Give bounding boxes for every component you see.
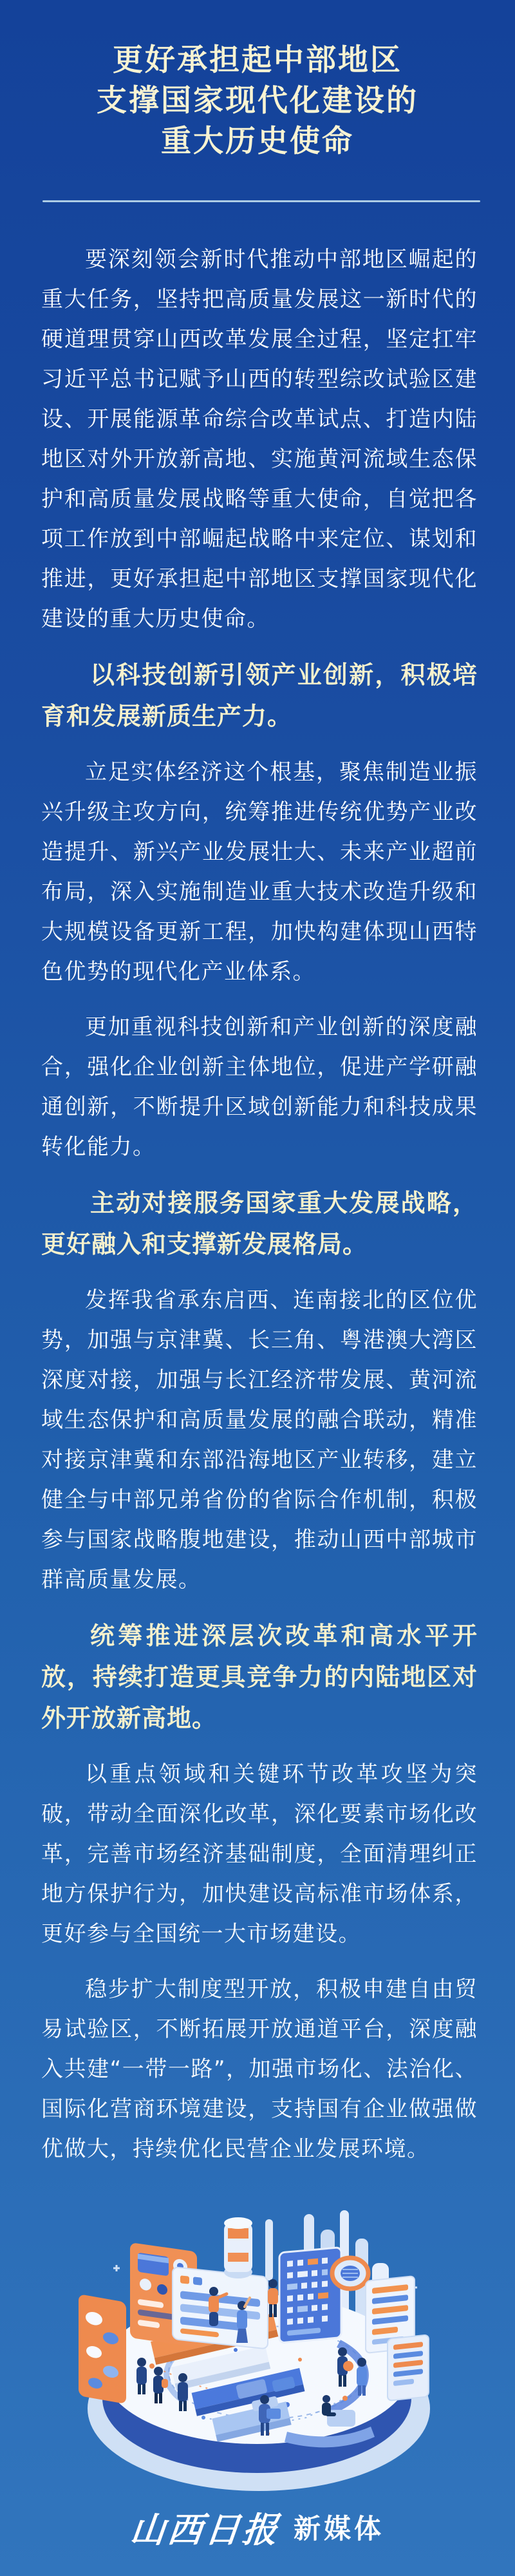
title-divider <box>42 200 480 202</box>
title-line-2: 支撑国家现代化建设的 <box>97 83 418 118</box>
section-heading-1: 以科技创新引领产业创新，积极培育和发展新质生产力。 <box>41 661 478 730</box>
dashboard-panel-icon <box>173 2267 268 2349</box>
gauge-icon <box>332 2258 368 2289</box>
brand-logo-suffix: 新媒体 <box>294 2513 385 2544</box>
page-title <box>0 40 515 162</box>
paragraph-1: 要深刻领会新时代推动中部地区崛起的重大任务，坚持把高质量发展这一新时代的硬道理贯穿山西改革发展全过程，坚定扛牢习近平总书记赋予山西的转型综改试验区建设、开展能源革命综合改革试点、打造内陆地区对外开放新高地、实施黄河流域生态保护和高质量发展战略等重大使命，自觉把各项工作放到中部崛起战略中来定位、谋划和推进，更好承担起中部地区支撑国家现代化建设的重大历史使命。 <box>41 247 478 632</box>
isometric-data-platform-illustration <box>75 2205 439 2496</box>
paragraph-5: 以重点领域和关键环节改革攻坚为突破，带动全面深化改革，深化要素市场化改革，完善市场经济基础制度，全面清理纠正地方保护行为，加快建设高标准市场体系，更好参与全国统一大市场建设。 <box>41 1761 478 1947</box>
paragraph-6: 稳步扩大制度型开放，积极申建自由贸易试验区，不断拓展开放通道平台，深度融入共建“一带一路”，加强市场化、法治化、国际化营商环境建设，支持国有企业做强做优做大，持续优化民营企业发展环境。 <box>41 1976 478 2162</box>
tower-icon <box>224 2217 252 2278</box>
article-body <box>41 240 478 2184</box>
title-line-3: 重大历史使命 <box>161 124 354 159</box>
paragraph-2: 立足实体经济这个根基，聚焦制造业振兴升级主攻方向，统筹推进传统优势产业改造提升、新兴产业发展壮大、未来产业超前布局，深入实施制造业重大技术改造升级和大规模设备更新工程，加快构建体现山西特色优势的现代化产业体系。 <box>41 759 478 985</box>
brand-logo-script: 山西日报 <box>128 2509 282 2550</box>
data-screen-icon <box>279 2248 341 2343</box>
section-heading-2: 主动对接服务国家重大发展战略，更好融入和支撑新发展格局。 <box>41 1189 478 1258</box>
section-heading-3: 统筹推进深层次改革和高水平开放，持续打造更具竞争力的内陆地区对外开放新高地。 <box>41 1622 478 1732</box>
paragraph-3: 更加重视科技创新和产业创新的深度融合，强化企业创新主体地位，促进产学研融通创新，不断提升区域创新能力和科技成果转化能力。 <box>41 1014 478 1160</box>
title-line-1: 更好承担起中部地区 <box>113 43 402 78</box>
paragraph-4: 发挥我省承东启西、连南接北的区位优势，加强与京津冀、长三角、粤港澳大湾区深度对接，加强与长江经济带发展、黄河流域生态保护和高质量发展的融合联动，精准对接京津冀和东部沿海地区产业转移，建立健全与中部兄弟省份的省际合作机制，积极参与国家战略腹地建设，推动山西中部城市群高质量发展。 <box>41 1287 478 1593</box>
brand-logo <box>0 2503 515 2552</box>
